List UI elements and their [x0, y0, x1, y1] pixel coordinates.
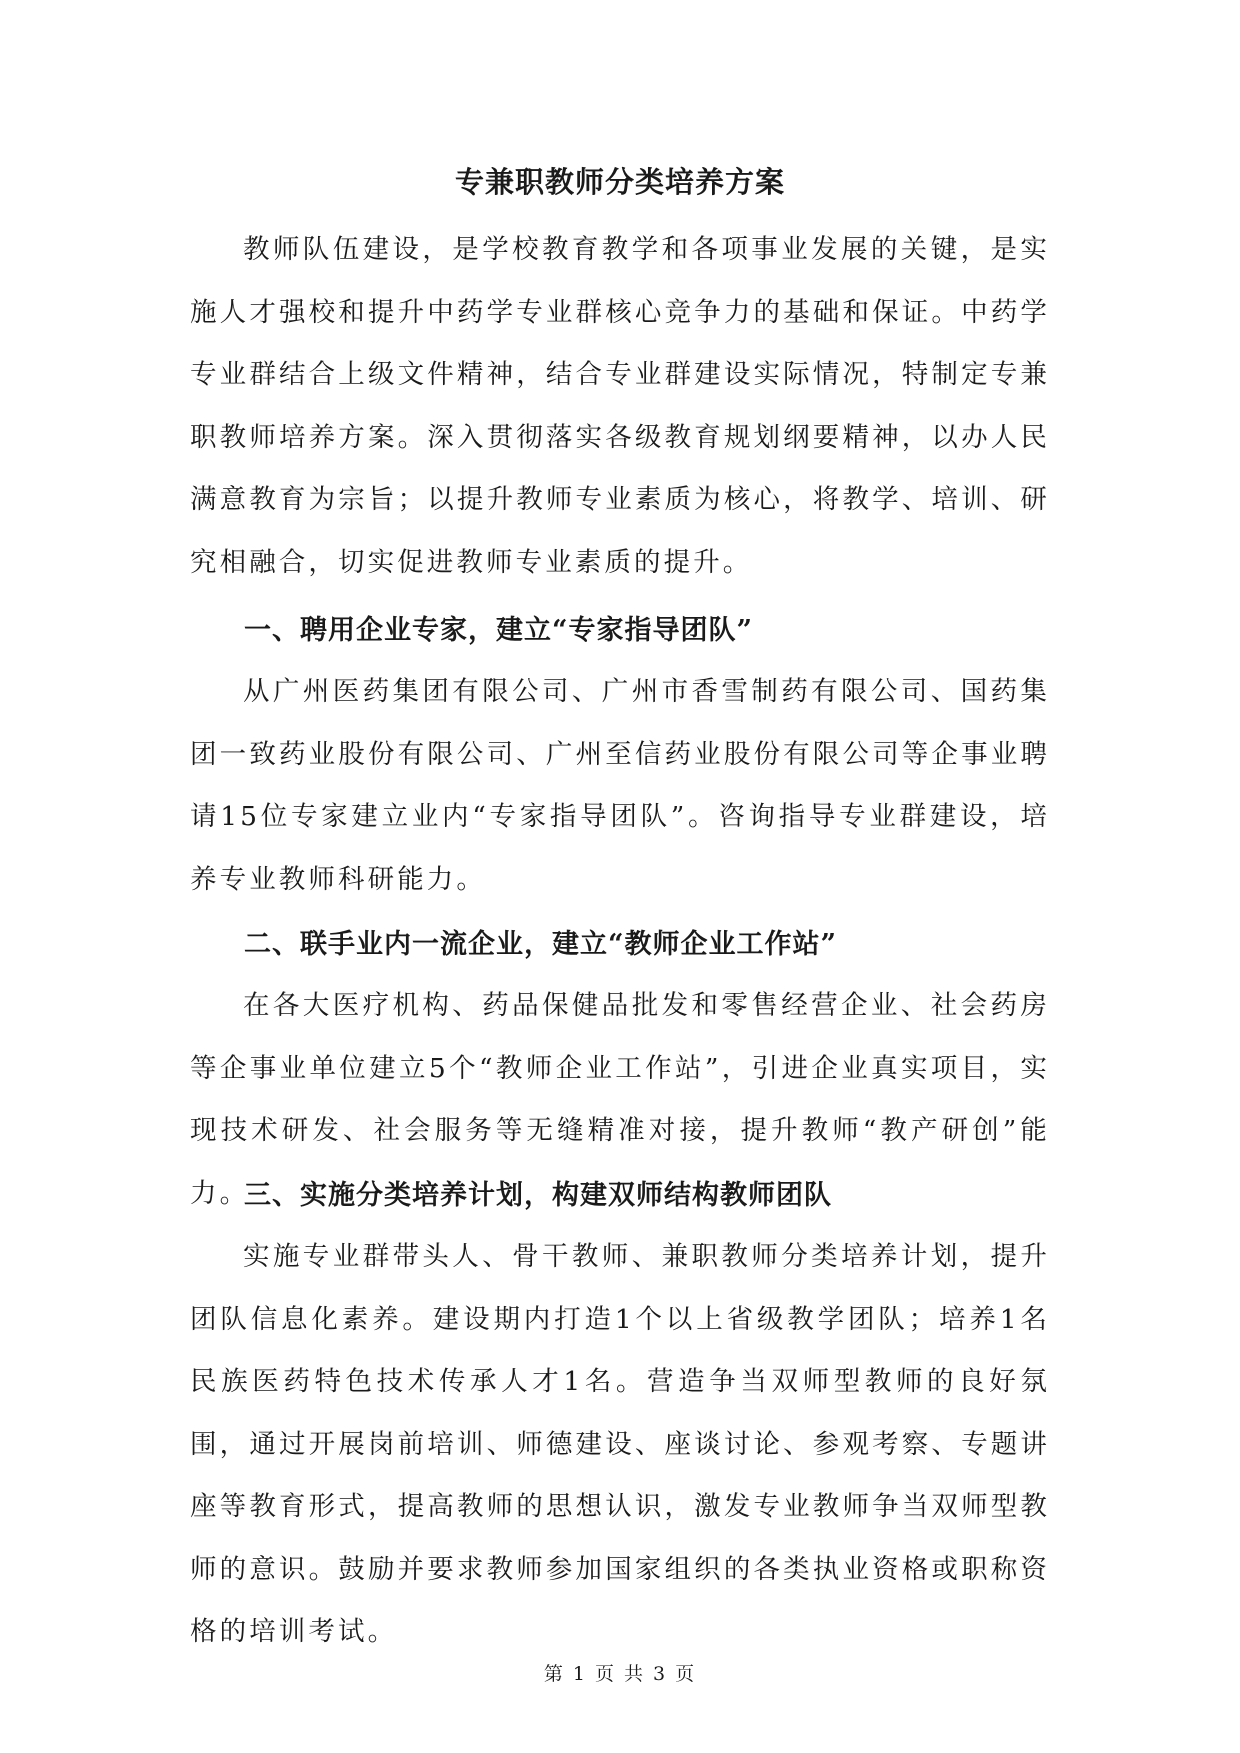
page-footer: 第 1 页 共 3 页 — [543, 1663, 697, 1685]
intro-paragraph: 教师队伍建设，是学校教育教学和各项事业发展的关键，是实施人才强校和提升中药学专业群核心竞争力的基础和保证。中药学专业群结合上级文件精神，结合专业群建设实际情况，特制定专兼职教师培养方案。深入贯彻落实各级教育规划纲要精神，以办人民满意教育为宗旨；以提升教师专业素质为核心，将教学、培训、研究相融合，切实促进教师专业素质的提升。 — [190, 234, 1050, 578]
section-heading-3: 三、实施分类培养计划，构建双师结构教师团队 — [244, 1180, 832, 1211]
document-title: 专兼职教师分类培养方案 — [454, 165, 785, 199]
section-paragraph-1: 从广州医药集团有限公司、广州市香雪制药有限公司、国药集团一致药业股份有限公司、广州至信药业股份有限公司等企事业聘请15位专家建立业内“专家指导团队”。咨询指导专业群建设，培养专业教师科研能力。 — [190, 676, 1050, 895]
section-paragraph-3: 实施专业群带头人、骨干教师、兼职教师分类培养计划，提升团队信息化素养。建设期内打造1个以上省级教学团队；培养1名民族医药特色技术传承人才1名。营造争当双师型教师的良好氛围，通过开展岗前培训、师德建设、座谈讨论、参观考察、专题讲座等教育形式，提高教师的思想认识，激发专业教师争当双师型教师的意识。鼓励并要求教师参加国家组织的各类执业资格或职称资格的培训考试。 — [190, 1241, 1050, 1647]
section-heading-1: 一、聘用企业专家，建立“专家指导团队” — [244, 615, 754, 646]
section-heading-2: 二、联手业内一流企业，建立“教师企业工作站” — [244, 929, 838, 960]
section-paragraph-2: 在各大医疗机构、药品保健品批发和零售经营企业、社会药房等企事业单位建立5个“教师企业工作站”，引进企业真实项目，实现技术研发、社会服务等无缝精准对接，提升教师“教产研创”能力。 — [190, 990, 1050, 1209]
